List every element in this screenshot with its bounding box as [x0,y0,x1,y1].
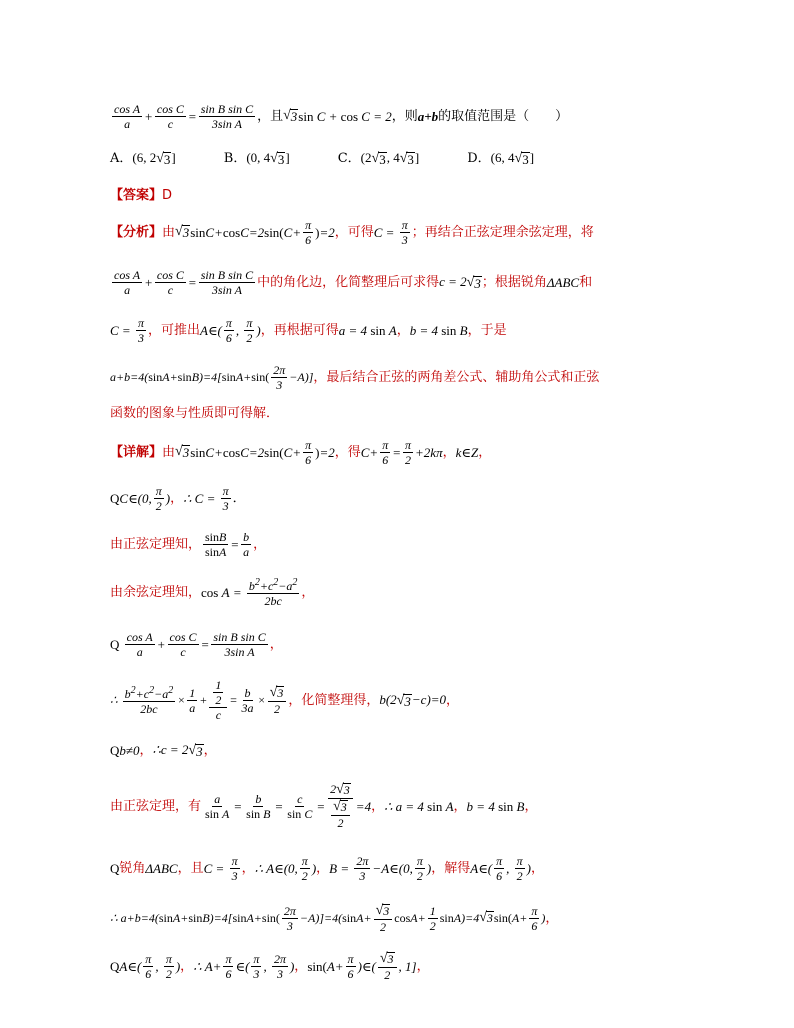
analysis-line-3: C = $\frac{\pi}{3}$ ，可推出 A ∈( $\frac{\pi}{6}$ , $\frac{\pi}{2}$ ) ，再根据可得 a = 4 sin A ， b = 4 sin B ，于是 [110,315,507,345]
equation-sum-transform: ∴ a + b =4( sin A + sin B )=4[ sin A + sin( $\frac{2\pi}{3}$ − A )]=4( sin A + √ 3 2 cos A + $\frac{1}{2}$ sin A )=4 √ 3 sin( A + $\frac{\pi}{6}$ ) [110,902,546,934]
analysis-text: 中的角化边，化简整理后可求得 [257,274,440,290]
answer-line [110,186,734,204]
analysis-text: ，于是 [467,322,507,338]
equation-shift-range: ∴ A + $\frac{\pi}{6}$ ∈( $\frac{\pi}{3}$ , $\frac{2\pi}{3}$ ) [193,951,295,981]
equation-c-value: ∴ C = $\frac{\pi}{3}$ [183,483,229,513]
equation-a-range: A ∈( $\frac{\pi}{6}$ , $\frac{\pi}{2}$ ) [470,853,532,883]
analysis-text: 和 [579,274,593,290]
equation-given-repeat: $\frac{\text{cos A}}{a}$ + $\frac{\text{cos C}}{c}$ = $\frac{\text{sin B sin C}}{\text{3sin A}}$ [114,267,254,297]
equation-sine-range: sin( A + $\frac{\pi}{6}$ )∈( √ 3 2 , 1] [307,950,417,982]
option-label: C． [337,150,361,166]
equation-condition: √ 3 sin C + cos C = 2 [283,108,392,124]
option-d: D． (6, 4 √ 3 ] [467,149,535,167]
detail-text: 由 [162,444,176,460]
detail-text: ，且 [177,860,204,876]
detail-label: 【详解】 [110,444,163,460]
equation-a-sine: ∴ a = 4 sin A [384,798,454,814]
expression-a-plus-b: a+b [417,108,439,124]
equation-a-range: Q A ∈( $\frac{\pi}{6}$ , $\frac{\pi}{2}$ ) [110,951,181,981]
equation-sine-law: $\frac{a}{\text{sin A}}$ = $\frac{b}{\text{sin B}}$ = $\frac{c}{\text{sin C}}$ = 2 √ 3 √ 3 2 =4 [205,782,372,830]
detail-line-2: Q C ∈(0, $\frac{\pi}{2}$ ) ， ∴ C = $\frac{\pi}{3}$ ． [110,483,246,513]
detail-line-9: Q 锐角 ΔABC ，且 C = $\frac{\pi}{3}$ ， ∴ A ∈(0, $\frac{\pi}{2}$ ) ， B = $\frac{2\pi}{3}$ − A ∈(0, $\frac{\pi}{2}$ ) ，解得 A ∈( $\frac{\pi}{6}$ , $\frac{\pi}{2}$ ) ， [110,853,545,883]
equation-a-plus-b: a + b =4( sin A + sin B )=4[ sin A + sin( $\frac{2\pi}{3}$ − A )] [110,362,314,392]
detail-text: 由正弦定理知， [110,536,202,552]
analysis-line-5 [110,404,734,422]
triangle-abc: ΔABC [145,860,178,876]
equation-c-value: C = $\frac{\pi}{3}$ [110,315,144,345]
detail-line-4: 由余弦定理知， cos A = $\frac{b^2+c^2-a^2}{2bc}$ ， [110,576,315,608]
triangle-abc: ΔABC [546,274,580,290]
analysis-text: ；再结合正弦定理余弦定理，将 [411,224,594,240]
analysis-text: 函数的图象与性质即可得解． [110,405,280,421]
equation-c-side: ∴c = 2 √ 3 [152,741,203,759]
analysis-text: ，可得 [334,224,374,240]
question-text: ，且 [257,108,284,124]
analysis-line-4 [110,360,734,394]
option-label: D． [467,150,491,166]
option-a: A． (6, 2 √ 3 ] [110,149,176,167]
equation-c-value: C = $\frac{\pi}{3}$ [203,853,238,883]
detail-line-8: 由正弦定理，有 $\frac{a}{\text{sin A}}$ = $\frac{b}{\text{sin B}}$ = $\frac{c}{\text{sin C}}$ = 2 √ 3 √ 3 2 =4 ， ∴ a = 4 sin A ， b = 4 sin B ， [110,782,538,830]
detail-text: 由余弦定理知， [110,584,202,600]
detail-line-1: 【详解】 由 √ 3 sin C + cos C =2 sin( C + $\frac{\pi}{6}$ ) =2 ，得 C + $\frac{\pi}{6}$ = $\frac{\pi}{2}$ +2 k π ， k∈Z ， [110,437,492,467]
equation-b-interval: B = $\frac{2\pi}{3}$ − A ∈(0, $\frac{\pi}{2}$ ) [329,853,432,883]
options-line [110,146,734,170]
analysis-line-2 [110,262,734,302]
equation-simplified: b(2 √ 3 −c)=0 [379,691,447,709]
q-symbol: Q [110,860,120,876]
option-label: B． [223,150,247,166]
equation-sine-ratio: $\frac{\sin B}{\sin A}$ = $\frac{b}{a}$ [205,529,250,559]
equation-c-side: c = 2 √ 3 [439,273,481,291]
answer-value: D [162,187,173,203]
detail-line-11: Q A ∈( $\frac{\pi}{6}$ , $\frac{\pi}{2}$ ) ， ∴ A + $\frac{\pi}{6}$ ∈( $\frac{\pi}{3}$ , $\frac{2\pi}{3}$ ) ， sin( A + $\frac{\pi}{6}$ )∈( √ 3 2 , 1] ， [110,950,430,982]
equation-given-repeat: Q $\frac{\text{cos A}}{a}$ + $\frac{\text{cos C}}{c}$ = $\frac{\text{sin B sin C}}{\text{3sin A}}$ [110,629,266,659]
analysis-text: ，再根据可得 [260,322,339,338]
option-label: A． [110,150,133,166]
equation-cosine-law: cos A = $\frac{b^2+c^2-a^2}{2bc}$ [201,576,298,608]
equation-c-value: C = $\frac{\pi}{3}$ [373,217,408,247]
detail-line-10: ∴ a + b =4( sin A + sin B )=4[ sin A + sin( $\frac{2\pi}{3}$ − A )]=4( sin A + √ 3 2 cos A + $\frac{1}{2}$ sin A )=4 √ 3 sin( A + $\frac{\pi}{6}$ ) ， [110,902,559,934]
question-text: 的取值范围是（ ） [438,108,569,124]
detail-line-6: ∴ $\frac{b^2+c^2-a^2}{2bc}$ × $\frac{1}{a}$ + $\frac{\frac{1}{2}}{c}$ = $\frac{b}{3a}$ × √ 3 2 ， 化简整理得， b(2 √ 3 −c)=0 ， [110,678,460,722]
answer-label: 【答案】 [110,187,163,203]
option-c: C． (2 √ 3 , 4 √ 3 ] [337,149,420,167]
detail-line-7: Qb≠0 ， ∴c = 2 √ 3 ， [110,741,217,759]
equation-given: $\frac{\text{cos A}}{a}$ + $\frac{\text{cos C}}{c}$ = $\frac{\text{sin B sin C}}{\text{3sin A}}$ [114,101,254,131]
question-text: ，则 [391,108,418,124]
detail-text: 锐角 [119,860,146,876]
equation-detail-1: √ 3 sin C + cos C =2 sin( C + $\frac{\pi}{6}$ ) =2 [175,437,335,467]
option-b: B． (0, 4 √ 3 ] [223,149,290,167]
equation-c-range: Q C ∈(0, $\frac{\pi}{2}$ ) [110,483,171,513]
equation-b-sine: b = 4 sin B [466,798,525,814]
analysis-text: ，可推出 [147,322,200,338]
detail-text: ，解得 [431,860,471,876]
analysis-line-1 [110,214,734,250]
equation-k-integer: k∈Z [455,444,479,460]
equation-b-sine: b = 4 sin B [409,322,468,338]
equation-b-nonzero: Qb≠0 [110,742,140,758]
analysis-text: ；根据锐角 [481,274,547,290]
equation-substitution: ∴ $\frac{b^2+c^2-a^2}{2bc}$ × $\frac{1}{a}$ + $\frac{\frac{1}{2}}{c}$ = $\frac{b}{3a}$ × √ 3 2 [110,679,288,721]
analysis-label: 【分析】 [110,224,163,240]
equation-detail-2: C + $\frac{\pi}{6}$ = $\frac{\pi}{2}$ +2 k π [360,437,443,467]
equation-a-range: A ∈( $\frac{\pi}{6}$ , $\frac{\pi}{2}$ ) [199,315,261,345]
detail-line-5: Q $\frac{\text{cos A}}{a}$ + $\frac{\text{cos C}}{c}$ = $\frac{\text{sin B sin C}}{\text{3sin A}}$ ， [110,629,283,659]
equation-a-sine: a = 4 sin A [338,322,397,338]
equation-analysis-1: √ 3 sin C + cos C =2 sin( C + $\frac{\pi}{6}$ ) =2 [175,217,335,247]
detail-text: 化简整理得， [301,692,380,708]
analysis-text: 由 [162,224,176,240]
detail-line-3: 由正弦定理知， $\frac{\sin B}{\sin A}$ = $\frac{b}{a}$ ， [110,529,267,559]
detail-text: ，得 [334,444,361,460]
detail-text: 由正弦定理，有 [110,798,202,814]
analysis-text: ，最后结合正弦的两角差公式、辅助角公式和正弦 [313,369,600,385]
question-line [110,96,734,136]
equation-a-interval: ∴ A ∈(0, $\frac{\pi}{2}$ ) [254,853,317,883]
